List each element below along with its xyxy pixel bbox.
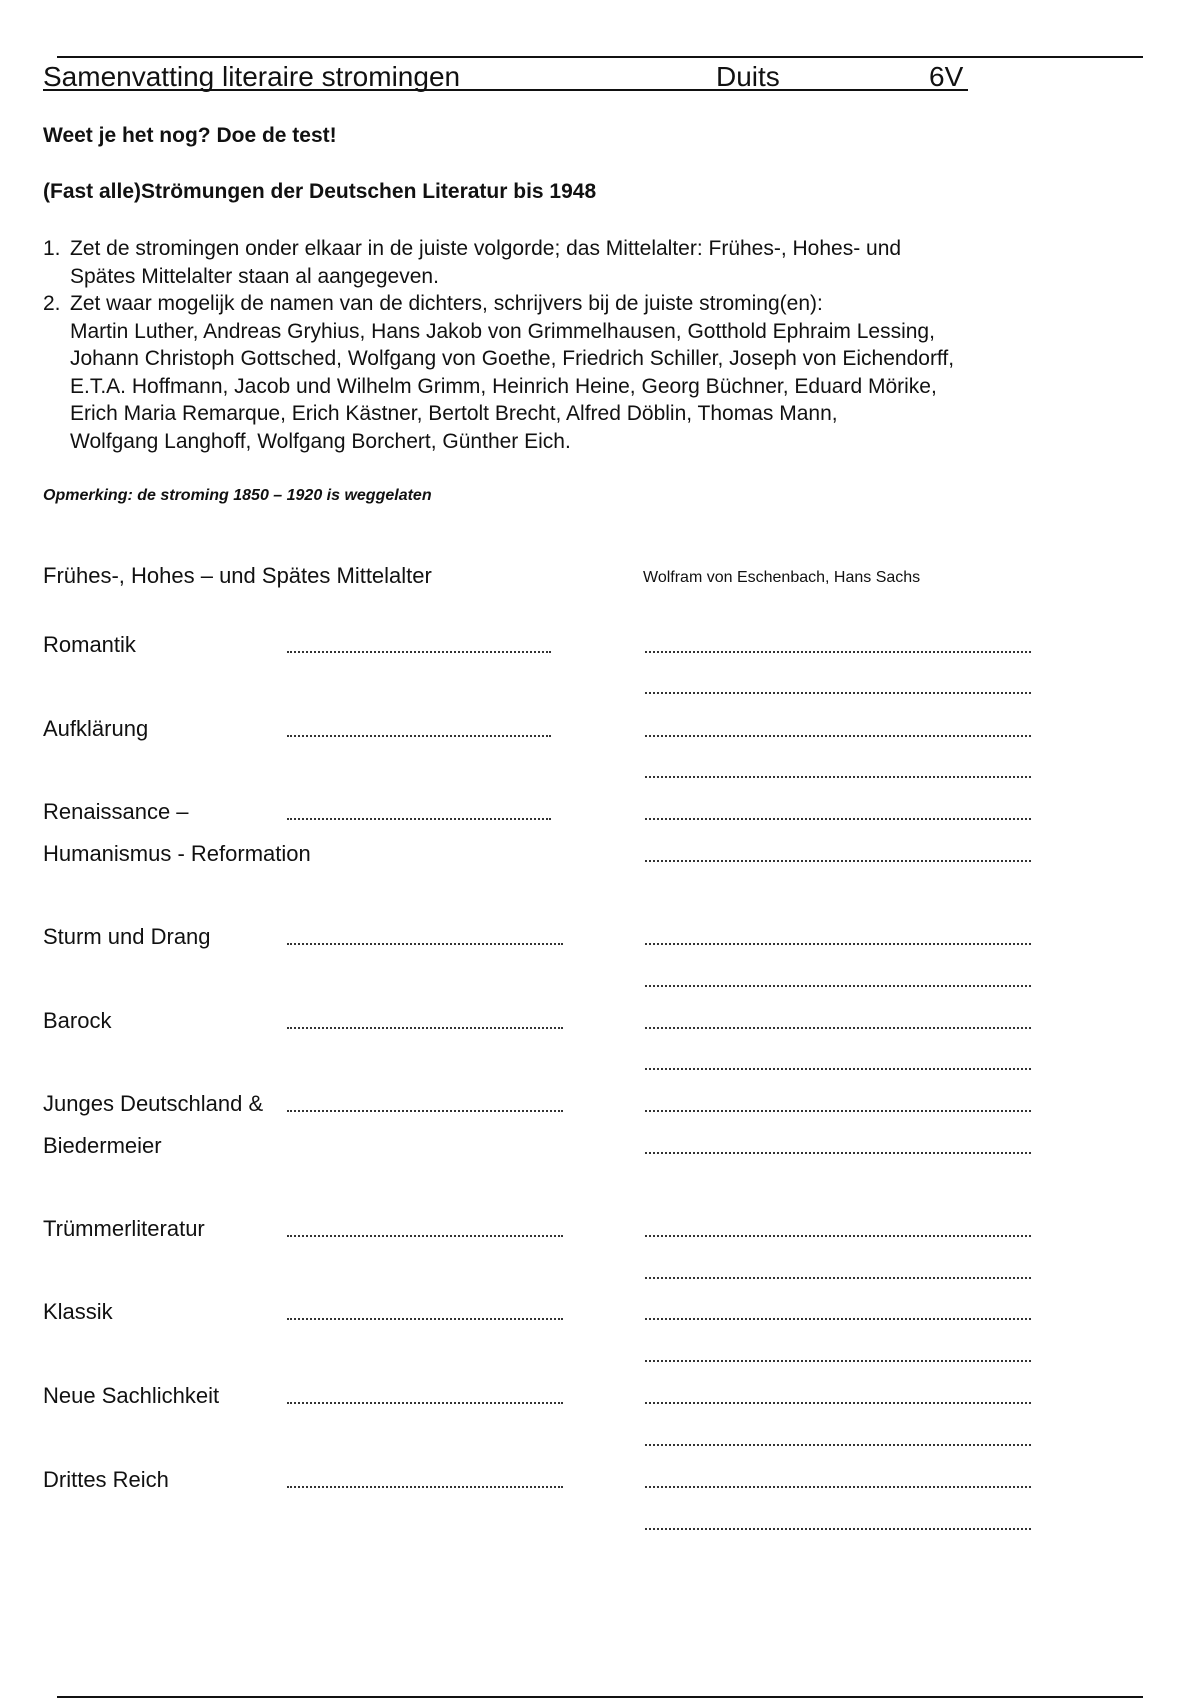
authors-answer-line[interactable] <box>645 776 1031 778</box>
authors-answer-line[interactable] <box>645 1277 1031 1279</box>
instruction-line: Erich Maria Remarque, Erich Kästner, Bertolt Brecht, Alfred Döblin, Thomas Mann, <box>70 402 838 425</box>
authors-answer-line[interactable] <box>645 1027 1031 1029</box>
authors-answer-line[interactable] <box>645 1360 1031 1362</box>
instruction-line: Martin Luther, Andreas Gryhius, Hans Jakob von Grimmelhausen, Gotthold Ephraim Lessing, <box>70 319 935 343</box>
authors-answer-line[interactable] <box>645 985 1031 987</box>
authors-answer-line[interactable] <box>645 1068 1031 1070</box>
authors-answer-line[interactable] <box>645 692 1031 694</box>
authors-answer-line[interactable] <box>645 943 1031 945</box>
movement-label: Sturm und Drang <box>43 924 211 949</box>
bottom-rule <box>57 1696 1143 1698</box>
instruction-number: 1. <box>43 237 61 260</box>
movement-label: Barock <box>43 1008 112 1033</box>
authors-answer-line[interactable] <box>645 860 1031 862</box>
movement-label: Romantik <box>43 632 136 657</box>
document-title: Samenvatting literaire stromingen <box>43 61 461 92</box>
instruction-line: Spätes Mittelalter staan al aangegeven. <box>70 264 439 288</box>
example-movement-label: Frühes-, Hohes – und Spätes Mittelalter <box>43 563 432 588</box>
movement-label: Renaissance – <box>43 799 189 824</box>
authors-answer-line[interactable] <box>645 1235 1031 1237</box>
movement-label: Trümmerliteratur <box>43 1216 205 1241</box>
authors-answer-line[interactable] <box>645 651 1031 653</box>
movement-label-continued: Humanismus - Reformation <box>43 841 311 866</box>
authors-answer-line[interactable] <box>645 1528 1031 1530</box>
subject-label: Duits <box>716 61 780 92</box>
section-title: (Fast alle)Strömungen der Deutschen Literatur bis 1948 <box>43 180 597 203</box>
period-answer-line[interactable] <box>287 1486 563 1488</box>
top-rule <box>57 56 1143 58</box>
period-answer-line[interactable] <box>287 1402 563 1404</box>
grade-label: 6V <box>929 61 964 92</box>
instruction-line: Zet de stromingen onder elkaar in de juiste volgorde; das Mittelalter: Frühes-, Hohes- und <box>70 237 902 260</box>
authors-answer-line[interactable] <box>645 1486 1031 1488</box>
period-answer-line[interactable] <box>287 1027 563 1029</box>
instructions-list <box>43 235 954 455</box>
authors-answer-line[interactable] <box>645 1152 1031 1154</box>
movement-label: Neue Sachlichkeit <box>43 1383 220 1408</box>
instruction-item <box>43 235 954 290</box>
period-answer-line[interactable] <box>287 735 551 737</box>
movement-label: Junges Deutschland & <box>43 1091 264 1116</box>
authors-answer-line[interactable] <box>645 1444 1031 1446</box>
movement-label: Aufklärung <box>43 716 149 741</box>
movement-label: Drittes Reich <box>43 1467 169 1492</box>
authors-answer-line[interactable] <box>645 1318 1031 1320</box>
authors-answer-line[interactable] <box>645 1110 1031 1112</box>
period-answer-line[interactable] <box>287 818 551 820</box>
instruction-line: Zet waar mogelijk de namen van de dichters, schrijvers bij de juiste stroming(en): <box>70 292 823 315</box>
instruction-line: Wolfgang Langhoff, Wolfgang Borchert, Günther Eich. <box>70 429 571 453</box>
example-authors: Wolfram von Eschenbach, Hans Sachs <box>643 569 921 586</box>
movement-label: Klassik <box>43 1299 113 1324</box>
period-answer-line[interactable] <box>287 1318 563 1320</box>
authors-answer-line[interactable] <box>645 735 1031 737</box>
title-underline <box>43 89 968 91</box>
remark-note: Opmerking: de stroming 1850 – 1920 is weggelaten <box>43 487 432 504</box>
authors-answer-line[interactable] <box>645 1402 1031 1404</box>
period-answer-line[interactable] <box>287 1110 563 1112</box>
instruction-line: E.T.A. Hoffmann, Jacob und Wilhelm Grimm, Heinrich Heine, Georg Büchner, Eduard Mörike, <box>70 374 937 398</box>
instruction-line: Johann Christoph Gottsched, Wolfgang von Goethe, Friedrich Schiller, Joseph von Eichendorff, <box>70 347 955 370</box>
period-answer-line[interactable] <box>287 1235 563 1237</box>
period-answer-line[interactable] <box>287 651 551 653</box>
instruction-number: 2. <box>43 292 61 315</box>
authors-answer-line[interactable] <box>645 818 1031 820</box>
movement-label-continued: Biedermeier <box>43 1133 162 1158</box>
quiz-prompt: Weet je het nog? Doe de test! <box>43 124 337 147</box>
period-answer-line[interactable] <box>287 943 563 945</box>
instruction-item <box>43 290 954 455</box>
